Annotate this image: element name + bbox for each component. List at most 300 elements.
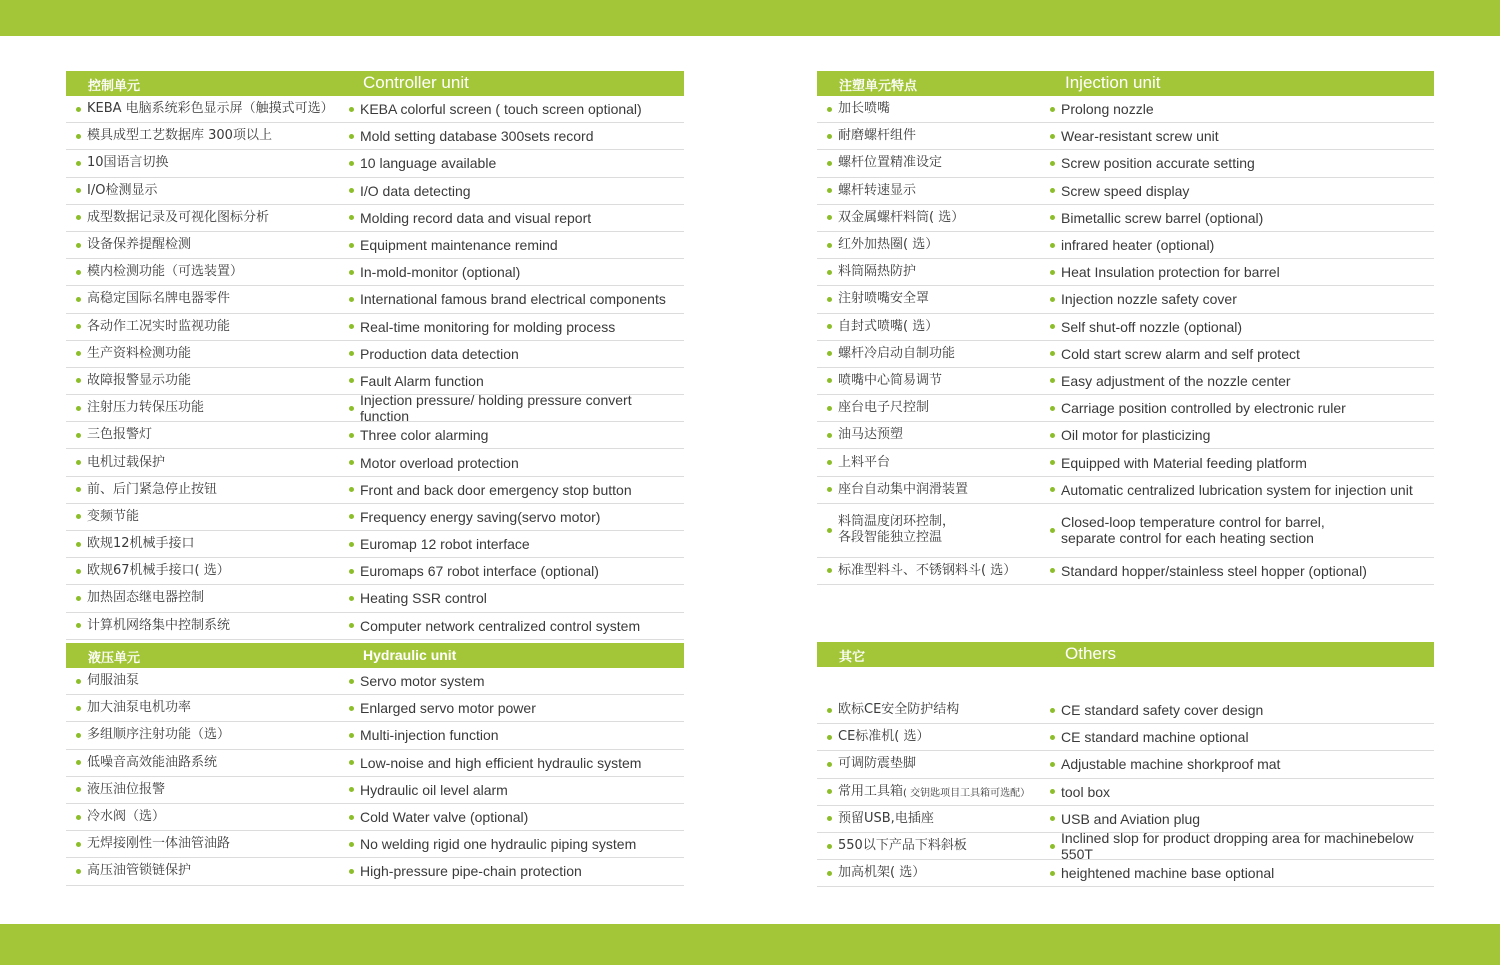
bullet-icon	[76, 706, 81, 711]
controller-item-en	[349, 558, 599, 584]
others-row	[817, 751, 1434, 778]
bullet-icon	[76, 188, 81, 193]
injection-label-en: Closed-loop temperature control for barrel, separate control for each heating section	[1061, 514, 1325, 547]
bullet-icon	[349, 869, 354, 874]
bullet-icon	[827, 816, 832, 821]
others-item-zh	[827, 724, 930, 750]
controller-item-zh	[76, 232, 191, 258]
hydraulic-item-en	[349, 668, 484, 694]
controller-row	[66, 531, 684, 558]
controller-header	[66, 71, 684, 96]
injection-item-en	[1050, 477, 1413, 503]
injection-label-en: Screw position accurate setting	[1061, 155, 1255, 172]
injection-label-zh: 加长喷嘴	[838, 101, 891, 117]
bullet-icon	[827, 161, 832, 166]
controller-item-zh	[76, 477, 217, 503]
hydraulic-item-zh	[76, 831, 230, 857]
others-label-zh: 加高机架( 选）	[838, 865, 926, 881]
injection-section	[817, 71, 1434, 585]
bullet-icon	[76, 460, 81, 465]
bullet-icon	[1050, 708, 1055, 713]
bullet-icon	[349, 378, 354, 383]
controller-item-en	[349, 531, 530, 557]
bullet-icon	[1050, 735, 1055, 740]
controller-label-zh: 前、后门紧急停止按钮	[87, 481, 218, 497]
injection-item-en	[1050, 558, 1367, 584]
bullet-icon	[1050, 433, 1055, 438]
bullet-icon	[76, 351, 81, 356]
controller-item-zh	[76, 613, 230, 639]
hydraulic-label-zh: 高压油管锁链保护	[87, 863, 192, 879]
injection-label-zh: 油马达预塑	[838, 427, 904, 443]
bullet-icon	[349, 406, 354, 411]
hydraulic-label-en: Cold Water valve (optional)	[360, 809, 529, 826]
controller-label-zh: 三色报警灯	[87, 427, 153, 443]
injection-row	[817, 504, 1434, 558]
controller-item-zh	[76, 150, 169, 176]
controller-row	[66, 96, 684, 123]
bullet-icon	[1050, 762, 1055, 767]
others-section	[817, 642, 1434, 887]
controller-item-en	[349, 613, 640, 639]
injection-row	[817, 477, 1434, 504]
hydraulic-label-en: Multi-injection function	[360, 727, 499, 744]
injection-item-zh	[827, 504, 955, 557]
controller-item-zh	[76, 314, 230, 340]
injection-label-en: Equipped with Material feeding platform	[1061, 454, 1307, 471]
controller-title-en: Controller unit	[363, 73, 469, 92]
others-label-en: Inclined slop for product dropping area for machinebelow 550T	[1061, 830, 1414, 863]
bullet-icon	[827, 871, 832, 876]
hydraulic-label-en: Servo motor system	[360, 673, 485, 690]
controller-item-zh	[76, 341, 191, 367]
hydraulic-label-zh: 伺服油泵	[87, 673, 140, 689]
others-item-en	[1050, 751, 1280, 777]
controller-label-en: I/O data detecting	[360, 182, 471, 199]
controller-label-zh: 高稳定国际名牌电器零件	[87, 291, 231, 307]
bullet-icon	[349, 679, 354, 684]
injection-label-en: Automatic centralized lubrication system for injection unit	[1061, 481, 1413, 498]
bullet-icon	[827, 378, 832, 383]
others-label-en: heightened machine base optional	[1061, 865, 1275, 882]
injection-item-zh	[827, 150, 942, 176]
controller-label-zh: 欧规67机械手接口( 选）	[87, 563, 230, 579]
bullet-icon	[1050, 134, 1055, 139]
controller-row	[66, 205, 684, 232]
hydraulic-item-zh	[76, 858, 191, 884]
others-label-en: CE standard machine optional	[1061, 729, 1249, 746]
controller-row	[66, 368, 684, 395]
bullet-icon	[76, 134, 81, 139]
injection-row	[817, 314, 1434, 341]
injection-item-en	[1050, 205, 1263, 231]
hydraulic-row	[66, 777, 684, 804]
bullet-icon	[1050, 460, 1055, 465]
injection-item-en	[1050, 504, 1325, 557]
others-label-zh: 可调防震垫脚	[838, 756, 917, 772]
top-banner	[0, 0, 1500, 36]
bullet-icon	[1050, 528, 1055, 533]
injection-item-zh	[827, 96, 890, 122]
controller-item-zh	[76, 205, 269, 231]
bullet-icon	[1050, 215, 1055, 220]
controller-label-en: International famous brand electrical components	[360, 291, 666, 308]
bullet-icon	[349, 324, 354, 329]
hydraulic-item-zh	[76, 668, 139, 694]
others-label-zh: 常用工具箱	[838, 783, 904, 799]
others-label-en: USB and Aviation plug	[1061, 810, 1201, 827]
hydraulic-title-en: Hydraulic unit	[363, 647, 457, 663]
bullet-icon	[827, 487, 832, 492]
controller-item-zh	[76, 368, 191, 394]
bullet-icon	[827, 433, 832, 438]
hydraulic-item-zh	[76, 804, 165, 830]
controller-row	[66, 341, 684, 368]
controller-item-en	[349, 123, 593, 149]
others-row	[817, 860, 1434, 887]
injection-label-zh: 料筒温度闭环控制， 各段智能独立控温	[838, 514, 956, 546]
others-label-zh: 550以下产品下料斜板	[838, 838, 967, 854]
injection-item-zh	[827, 314, 938, 340]
hydraulic-item-zh	[76, 777, 165, 803]
injection-item-zh	[827, 205, 964, 231]
injection-label-en: Self shut-off nozzle (optional)	[1061, 318, 1243, 335]
injection-label-en: Cold start screw alarm and self protect	[1061, 345, 1300, 362]
bullet-icon	[1050, 188, 1055, 193]
others-title-en: Others	[1065, 644, 1117, 663]
injection-item-zh	[827, 123, 916, 149]
others-item-en	[1050, 697, 1263, 723]
others-row	[817, 697, 1434, 724]
injection-item-zh	[827, 449, 890, 475]
controller-label-zh: 模具成型工艺数据库 300项以上	[87, 128, 272, 144]
bullet-icon	[76, 487, 81, 492]
injection-label-zh: 座台自动集中润滑装置	[838, 481, 969, 497]
bullet-icon	[1050, 789, 1055, 794]
bullet-icon	[827, 528, 832, 533]
hydraulic-row	[66, 831, 684, 858]
controller-item-zh	[76, 96, 334, 122]
controller-item-en	[349, 150, 496, 176]
bullet-icon	[76, 679, 81, 684]
bullet-icon	[1050, 816, 1055, 821]
injection-label-en: infrared heater (optional)	[1061, 237, 1215, 254]
bullet-icon	[1050, 107, 1055, 112]
hydraulic-label-en: No welding rigid one hydraulic piping system	[360, 836, 637, 853]
controller-item-zh	[76, 531, 195, 557]
bullet-icon	[827, 243, 832, 248]
controller-label-en: In-mold-monitor (optional)	[360, 264, 521, 281]
bullet-icon	[349, 815, 354, 820]
hydraulic-label-zh: 多组顺序注射功能（选）	[87, 727, 231, 743]
bullet-icon	[349, 215, 354, 220]
others-item-en	[1050, 779, 1110, 805]
injection-label-zh: 螺杆转速显示	[838, 182, 917, 198]
others-label-en: Adjustable machine shorkproof mat	[1061, 756, 1281, 773]
hydraulic-item-zh	[76, 750, 217, 776]
controller-label-zh: 生产资料检测功能	[87, 345, 192, 361]
bullet-icon	[349, 569, 354, 574]
injection-title-en: Injection unit	[1065, 73, 1161, 92]
hydraulic-item-en	[349, 804, 528, 830]
bullet-icon	[76, 324, 81, 329]
controller-label-en: Injection pressure/ holding pressure convert function	[360, 392, 632, 425]
controller-item-en	[349, 96, 642, 122]
others-spacer	[817, 667, 1434, 697]
bullet-icon	[349, 270, 354, 275]
controller-label-zh: 各动作工况实时监视功能	[87, 318, 231, 334]
controller-label-en: Fault Alarm function	[360, 372, 484, 389]
bullet-icon	[827, 735, 832, 740]
bullet-icon	[827, 134, 832, 139]
injection-row	[817, 150, 1434, 177]
injection-item-en	[1050, 96, 1154, 122]
others-row	[817, 724, 1434, 751]
controller-item-zh	[76, 178, 157, 204]
injection-row	[817, 449, 1434, 476]
controller-item-en	[349, 477, 632, 503]
injection-row	[817, 96, 1434, 123]
hydraulic-section	[66, 643, 684, 886]
controller-item-zh	[76, 449, 165, 475]
bullet-icon	[827, 107, 832, 112]
bullet-icon	[1050, 161, 1055, 166]
controller-label-zh: 欧规12机械手接口	[87, 536, 195, 552]
injection-item-en	[1050, 314, 1242, 340]
injection-row	[817, 341, 1434, 368]
others-header	[817, 642, 1434, 667]
others-item-en	[1050, 860, 1274, 886]
others-item-zh	[827, 697, 959, 723]
controller-label-zh: 计算机网络集中控制系统	[87, 617, 231, 633]
injection-item-zh	[827, 395, 929, 421]
others-row	[817, 830, 1434, 863]
controller-label-zh: 10国语言切换	[87, 155, 169, 171]
bullet-icon	[827, 568, 832, 573]
bullet-icon	[76, 378, 81, 383]
controller-label-en: Heating SSR control	[360, 590, 487, 607]
injection-item-zh	[827, 259, 916, 285]
controller-section	[66, 71, 684, 640]
injection-item-zh	[827, 232, 938, 258]
bullet-icon	[827, 844, 832, 849]
injection-row	[817, 123, 1434, 150]
injection-item-zh	[827, 558, 1016, 584]
bullet-icon	[349, 188, 354, 193]
controller-item-zh	[76, 422, 152, 448]
injection-label-zh: 上料平台	[838, 454, 891, 470]
controller-label-en: Euromap 12 robot interface	[360, 536, 530, 553]
bullet-icon	[349, 243, 354, 248]
injection-label-zh: 自封式喷嘴( 选）	[838, 318, 939, 334]
hydraulic-item-en	[349, 722, 499, 748]
injection-label-zh: 料筒隔热防护	[838, 264, 917, 280]
bullet-icon	[349, 161, 354, 166]
injection-row	[817, 368, 1434, 395]
injection-label-en: Prolong nozzle	[1061, 101, 1154, 118]
injection-item-en	[1050, 286, 1237, 312]
hydraulic-item-en	[349, 831, 636, 857]
hydraulic-label-en: High-pressure pipe-chain protection	[360, 863, 582, 880]
bullet-icon	[76, 623, 81, 628]
injection-title-zh: 注塑单元特点	[839, 79, 918, 94]
others-item-zh	[827, 860, 925, 886]
injection-row	[817, 232, 1434, 259]
bullet-icon	[1050, 378, 1055, 383]
bullet-icon	[76, 107, 81, 112]
injection-item-en	[1050, 123, 1219, 149]
hydraulic-row	[66, 804, 684, 831]
others-item-en	[1050, 806, 1200, 832]
bullet-icon	[1050, 487, 1055, 492]
bullet-icon	[76, 297, 81, 302]
controller-label-en: Frequency energy saving(servo motor)	[360, 508, 601, 525]
hydraulic-item-en	[349, 777, 508, 803]
others-item-en	[1050, 724, 1249, 750]
others-item-zh	[827, 751, 916, 777]
bullet-icon	[76, 433, 81, 438]
hydraulic-label-zh: 加大油泵电机功率	[87, 700, 192, 716]
bullet-icon	[827, 188, 832, 193]
injection-item-zh	[827, 477, 968, 503]
bullet-icon	[1050, 297, 1055, 302]
controller-label-en: Front and back door emergency stop button	[360, 481, 632, 498]
injection-row	[817, 259, 1434, 286]
bullet-icon	[349, 596, 354, 601]
bullet-icon	[1050, 568, 1055, 573]
controller-row	[66, 392, 684, 425]
injection-item-en	[1050, 422, 1210, 448]
controller-label-en: Equipment maintenance remind	[360, 237, 558, 254]
injection-label-zh: 螺杆位置精准设定	[838, 155, 943, 171]
bullet-icon	[76, 596, 81, 601]
others-label-en: tool box	[1061, 783, 1111, 800]
injection-label-en: Wear-resistant screw unit	[1061, 128, 1219, 145]
hydraulic-label-zh: 冷水阀（选）	[87, 809, 166, 825]
bullet-icon	[76, 815, 81, 820]
injection-item-en	[1050, 449, 1307, 475]
bullet-icon	[76, 869, 81, 874]
controller-label-zh: 故障报警显示功能	[87, 372, 192, 388]
injection-row	[817, 395, 1434, 422]
controller-label-zh: KEBA 电脑系统彩色显示屏（触摸式可选）	[87, 101, 334, 117]
injection-item-en	[1050, 368, 1291, 394]
controller-row	[66, 504, 684, 531]
controller-label-zh: 电机过载保护	[87, 454, 166, 470]
bullet-icon	[827, 215, 832, 220]
hydraulic-item-zh	[76, 722, 230, 748]
controller-row	[66, 178, 684, 205]
others-item-zh	[827, 833, 967, 859]
bullet-icon	[1050, 406, 1055, 411]
controller-row	[66, 422, 684, 449]
controller-item-en	[349, 259, 520, 285]
controller-item-zh	[76, 504, 139, 530]
controller-label-en: Three color alarming	[360, 427, 489, 444]
hydraulic-label-en: Enlarged servo motor power	[360, 700, 536, 717]
others-item-zh	[827, 806, 934, 832]
bullet-icon	[76, 161, 81, 166]
injection-label-zh: 注射喷嘴安全罩	[838, 291, 930, 307]
bullet-icon	[349, 460, 354, 465]
injection-item-zh	[827, 341, 955, 367]
hydraulic-label-en: Low-noise and high efficient hydraulic system	[360, 754, 642, 771]
injection-row	[817, 422, 1434, 449]
bullet-icon	[76, 215, 81, 220]
hydraulic-label-zh: 低噪音高效能油路系统	[87, 754, 218, 770]
injection-label-en: Easy adjustment of the nozzle center	[1061, 372, 1291, 389]
others-row	[817, 779, 1434, 806]
bullet-icon	[349, 297, 354, 302]
others-row	[817, 806, 1434, 833]
injection-label-zh: 座台电子尺控制	[838, 400, 930, 416]
injection-header	[817, 71, 1434, 96]
hydraulic-row	[66, 858, 684, 885]
others-label-zh-note: ( 交钥匙项目工具箱可选配）	[903, 788, 1031, 800]
controller-item-en	[349, 585, 487, 611]
bullet-icon	[1050, 871, 1055, 876]
controller-label-en: 10 language available	[360, 155, 497, 172]
injection-label-en: Oil motor for plasticizing	[1061, 427, 1211, 444]
hydraulic-row	[66, 722, 684, 749]
controller-item-zh	[76, 123, 272, 149]
bullet-icon	[349, 134, 354, 139]
controller-item-zh	[76, 558, 230, 584]
bullet-icon	[827, 297, 832, 302]
bullet-icon	[827, 762, 832, 767]
injection-item-en	[1050, 178, 1189, 204]
hydraulic-title-zh: 液压单元	[88, 651, 141, 666]
bullet-icon	[1050, 324, 1055, 329]
bullet-icon	[827, 708, 832, 713]
others-label-en: CE standard safety cover design	[1061, 702, 1264, 719]
injection-row	[817, 178, 1434, 205]
controller-label-zh: I/O检测显示	[87, 182, 158, 198]
controller-label-zh: 变频节能	[87, 508, 140, 524]
bullet-icon	[349, 706, 354, 711]
bullet-icon	[1050, 351, 1055, 356]
injection-label-en: Standard hopper/stainless steel hopper (optional)	[1061, 562, 1367, 579]
injection-item-en	[1050, 395, 1346, 421]
controller-label-en: Euromaps 67 robot interface (optional)	[360, 563, 599, 580]
injection-item-zh	[827, 368, 942, 394]
controller-item-en	[349, 286, 666, 312]
injection-label-en: Heat Insulation protection for barrel	[1061, 264, 1280, 281]
controller-row	[66, 558, 684, 585]
bullet-icon	[76, 569, 81, 574]
bullet-icon	[1050, 243, 1055, 248]
controller-label-zh: 成型数据记录及可视化图标分析	[87, 209, 270, 225]
injection-item-zh	[827, 286, 929, 312]
others-item-zh	[827, 779, 1030, 805]
bullet-icon	[349, 107, 354, 112]
bullet-icon	[1050, 270, 1055, 275]
bullet-icon	[349, 623, 354, 628]
bullet-icon	[827, 789, 832, 794]
others-label-zh: 欧标CE安全防护结构	[838, 702, 960, 718]
bullet-icon	[76, 270, 81, 275]
hydraulic-item-zh	[76, 695, 191, 721]
injection-label-zh: 喷嘴中心简易调节	[838, 372, 943, 388]
injection-label-en: Bimetallic screw barrel (optional)	[1061, 209, 1264, 226]
bullet-icon	[76, 842, 81, 847]
controller-item-en	[349, 392, 684, 425]
bullet-icon	[76, 514, 81, 519]
injection-label-en: Screw speed display	[1061, 182, 1190, 199]
controller-label-en: Production data detection	[360, 345, 519, 362]
others-label-zh: 预留USB,电插座	[838, 810, 934, 826]
hydraulic-row	[66, 750, 684, 777]
